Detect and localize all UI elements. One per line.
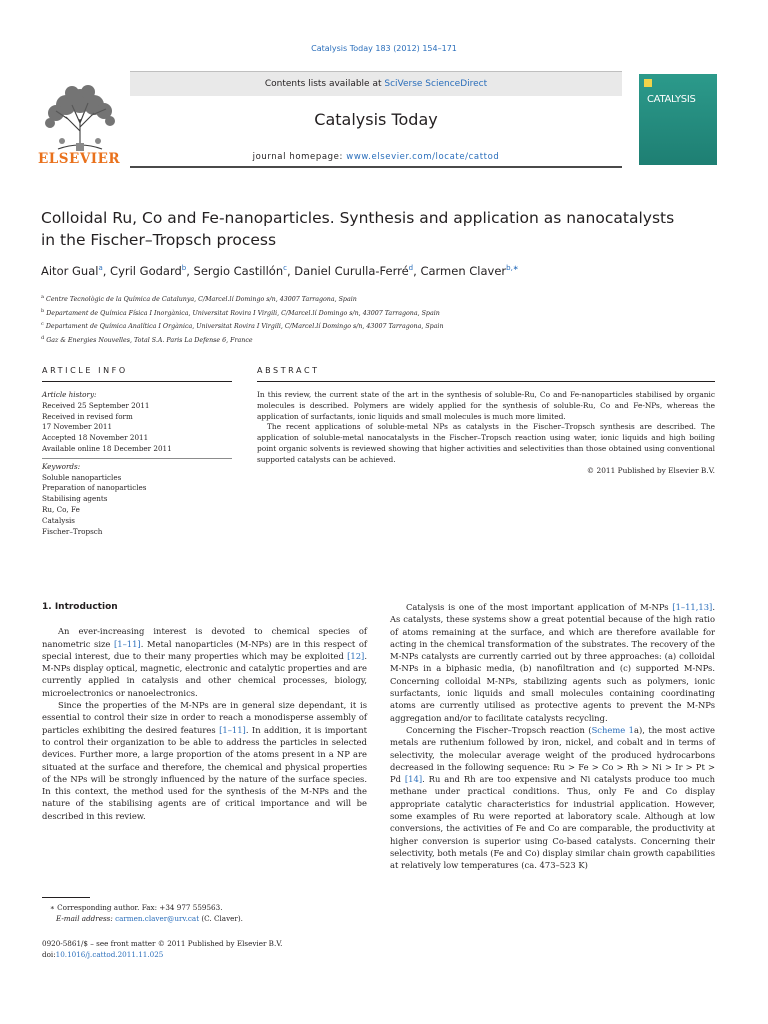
abstract-rule bbox=[257, 381, 715, 382]
doi-line: doi:10.1016/j.cattod.2011.11.025 bbox=[42, 949, 164, 959]
journal-cover-image bbox=[639, 74, 717, 165]
article-title bbox=[41, 207, 741, 251]
author-separator: , bbox=[186, 264, 194, 278]
email-line: E-mail address: carmen.claver@urv.cat (C. Claver). bbox=[56, 913, 243, 923]
cover-square-icon bbox=[644, 79, 652, 87]
title-line: in the Fischer–Tropsch process bbox=[41, 231, 277, 249]
doi-link[interactable]: 10.1016/j.cattod.2011.11.025 bbox=[55, 949, 164, 959]
title-line: Colloidal Ru, Co and Fe-nanoparticles. Synthesis and application as nanocatalysts bbox=[41, 209, 675, 227]
section-heading: 1. Introduction bbox=[42, 602, 118, 612]
keyword: Fischer–Tropsch bbox=[42, 526, 103, 536]
author-name: Cyril Godard bbox=[110, 264, 182, 278]
article-info-heading: ARTICLE INFO bbox=[42, 366, 128, 375]
body-column-left bbox=[42, 601, 367, 822]
affiliation: $^a$ Centre Tecnològic de la Química de Catalunya, C/Marcel.lí Domingo s/n, 43007 Tarragona, Spain bbox=[41, 294, 357, 304]
keyword: Soluble nanoparticles bbox=[42, 472, 122, 482]
abstract-block bbox=[257, 390, 715, 476]
body-paragraph: Since the properties of the M-NPs are in general size dependant, it is essential to control their size in order to reach a monodisperse assembly of particles exhibiting the desired features [1–11]. In addition, it is important to control their organization to be able to address the particles in selected devices. Further more, a large proportion of the atoms present in a NP are situated at the surface and therefore, the chemical and physical properties of the NPs will be strongly influenced by the nature of the surface species. In this context, the method used for the synthesis of the M-NPs and the nature of the stabilising agents are of critical importance and will be described in this review. bbox=[42, 700, 367, 821]
cover-title: CATALYSIS bbox=[647, 94, 696, 105]
reference-link[interactable]: [1–11,13] bbox=[672, 602, 713, 612]
affiliation: $^d$ Gaz & Energies Nouvelles, Total S.A. Paris La Defense 6, France bbox=[41, 334, 253, 344]
author-separator: , bbox=[413, 264, 421, 278]
body-paragraph: Concerning the Fischer–Tropsch reaction (Scheme 1a), the most active metals are ruthenium followed by iron, nickel, and cobalt and in terms of selectivity, the molecular average weight of the produced hydrocarbons decreased in the following sequence: Ru > Fe > Co > Rh > Ni > Ir > Pt > Pd [14]. Ru and Rh are too expensive and Ni catalysts produce too much methane under practical conditions. Thus, only Fe and Co display appropriate catalytic characteristics for industrial application. However, some examples of Ru were reported at laboratory scale. Although at low conversions, the activities of Fe and Co are comparable, the productivity at higher conversion is superior using Co-based catalysts. Concerning their selectivity, both metals (Fe and Co) display similar chain growth capabilities at relatively low temperatures (ca. 473–523 K) bbox=[390, 724, 715, 871]
masthead bbox=[38, 71, 733, 168]
corresponding-author-note: ∗ Corresponding author. Fax: +34 977 559563. bbox=[50, 903, 223, 912]
footnote bbox=[42, 903, 367, 924]
author-separator: , bbox=[102, 264, 111, 278]
abstract-paragraph: The recent applications of soluble-metal NPs as catalysts in the Fischer–Tropsch synthesis are described. The application of soluble-metal nanocatalysts in the Fischer–Tropsch reaction using water, ionic liquids and high boiling point organic solvents is reviewed showing that higher activities and selectivities than those obtained using conventional supported catalysts can be achieved. bbox=[257, 422, 715, 464]
history-entry: Received 25 September 2011 bbox=[42, 400, 150, 410]
author-separator: , bbox=[286, 264, 295, 278]
scheme-link[interactable]: Scheme 1 bbox=[591, 724, 634, 735]
keyword: Catalysis bbox=[42, 515, 75, 525]
keyword: Preparation of nanoparticles bbox=[42, 483, 147, 493]
contents-prefix: Contents lists available at bbox=[264, 79, 385, 89]
article-info-rule bbox=[42, 381, 232, 382]
elsevier-wordmark: ELSEVIER bbox=[38, 151, 121, 167]
sciencedirect-link[interactable]: SciVerse ScienceDirect bbox=[384, 79, 488, 89]
journal-homepage-line bbox=[130, 152, 622, 162]
history-label: Article history: bbox=[42, 390, 97, 399]
keyword: Stabilising agents bbox=[42, 494, 108, 504]
affiliation: $^c$ Departament de Química Analítica I Orgànica, Universitat Rovira I Virgili, C/Marcel.lí Domingo s/n, 43007 Tarragona, Spain bbox=[41, 321, 444, 331]
footnote-rule bbox=[42, 897, 90, 898]
article-info-divider bbox=[42, 458, 232, 459]
publication-meta bbox=[42, 939, 367, 961]
abstract-heading: ABSTRACT bbox=[257, 366, 320, 375]
body-column-right bbox=[390, 601, 715, 872]
author-affiliation-marker[interactable]: d bbox=[408, 264, 414, 273]
homepage-prefix: journal homepage: bbox=[252, 152, 347, 162]
affiliation-list bbox=[41, 292, 741, 346]
journal-citation[interactable]: Catalysis Today 183 (2012) 154–171 bbox=[311, 44, 457, 53]
issn-line: 0920-5861/$ – see front matter © 2011 Published by Elsevier B.V. bbox=[42, 939, 283, 948]
reference-link[interactable]: [14] bbox=[404, 774, 423, 785]
keywords-label: Keywords: bbox=[42, 461, 81, 471]
author-affiliation-marker[interactable]: c bbox=[283, 264, 287, 273]
history-entry: 17 November 2011 bbox=[42, 422, 113, 432]
reference-link[interactable]: [12] bbox=[347, 650, 365, 661]
reference-link[interactable]: [1–11] bbox=[219, 724, 246, 735]
author-affiliation-marker[interactable]: b bbox=[181, 264, 187, 273]
author-name: Aitor Gual bbox=[41, 264, 99, 278]
affiliation: $^b$ Departament de Química Física I Inorgànica, Universitat Rovira I Virgili, C/Marcel.lí Domingo s/n, 43007 Tarragona, Spain bbox=[41, 307, 440, 317]
keyword: Ru, Co, Fe bbox=[42, 504, 80, 514]
abstract-copyright: © 2011 Published by Elsevier B.V. bbox=[586, 465, 715, 475]
author-list bbox=[41, 264, 741, 278]
author-affiliation-marker[interactable]: b,∗ bbox=[506, 264, 519, 273]
masthead-box bbox=[130, 71, 622, 168]
author-name: Carmen Claver bbox=[420, 264, 507, 278]
reference-link[interactable]: [1–11] bbox=[113, 638, 141, 649]
homepage-link[interactable]: www.elsevier.com/locate/cattod bbox=[346, 152, 500, 162]
history-entry: Received in revised form bbox=[42, 411, 133, 421]
journal-name: Catalysis Today bbox=[314, 110, 438, 129]
history-entry: Accepted 18 November 2011 bbox=[42, 433, 149, 443]
email-link[interactable]: carmen.claver@urv.cat bbox=[115, 913, 200, 923]
body-paragraph: An ever-increasing interest is devoted to chemical species of nanometric size [1–11]. Metal nanoparticles (M-NPs) are in this respect of special interest, due to their many properties which may be exploited [12]. M-NPs display optical, magnetic, electronic and catalytic properties and are currently applied in catalysis and other chemical processes, biology, microelectronics or nanoelectronics. bbox=[42, 626, 367, 698]
article-info-block bbox=[42, 390, 232, 537]
body-paragraph: Catalysis is one of the most important application of M-NPs [1–11,13]. As catalysts, these systems show a great potential because of the high ratio of atoms remaining at the surface, and which are therefore available for acting in the chemical transformation of the substrates. The recovery of the M-NPs catalysts are currently carried out by three approaches: (a) colloidal M-NPs in a biphasic media, (b) nanofiltration and (c) supported M-NPs. Concerning colloidal M-NPs, stabilizing agents such as polymers, ionic surfactants, ionic liquids and small molecules containing coordinating atoms are currently utilised as protective agents to prevent the M-NPs aggregation and/or to facilitate catalysts recycling. bbox=[390, 602, 715, 723]
author-name: Sergio Castillón bbox=[193, 264, 284, 278]
contents-line bbox=[130, 72, 622, 96]
author-affiliation-marker[interactable]: a bbox=[98, 264, 103, 273]
abstract-paragraph: In this review, the current state of the art in the synthesis of soluble-Ru, Co and Fe-nanoparticles stabilised by organic molecules is described. Polymers are widely applied for the synthesis of soluble-Ru, Co and Fe-NPs, whereas the application of surfactants, ionic liquids and small molecules is much more limited. bbox=[257, 390, 715, 421]
author-name: Daniel Curulla-Ferré bbox=[294, 264, 409, 278]
history-entry: Available online 18 December 2011 bbox=[42, 443, 172, 453]
